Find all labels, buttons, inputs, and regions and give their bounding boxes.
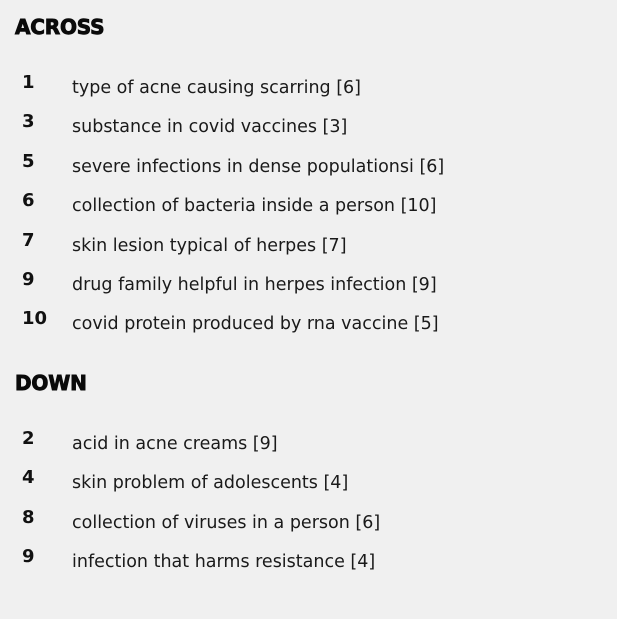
clue-item bbox=[0, 111, 617, 150]
clue-number: 4 bbox=[22, 467, 35, 489]
clue-number: 8 bbox=[22, 506, 35, 528]
clue-number: 5 bbox=[22, 150, 35, 172]
across-heading: ACROSS bbox=[15, 15, 105, 39]
clue-text: infection that harms resistance [4] bbox=[72, 552, 376, 573]
clue-item bbox=[0, 428, 617, 467]
clue-number: 3 bbox=[22, 111, 35, 133]
clue-number: 10 bbox=[22, 308, 48, 330]
clue-number: 9 bbox=[22, 268, 35, 290]
down-clue-list bbox=[0, 428, 617, 586]
clue-number: 6 bbox=[22, 190, 35, 212]
clue-item bbox=[0, 190, 617, 229]
clue-item bbox=[0, 72, 617, 111]
clue-text: drug family helpful in herpes infection [9] bbox=[72, 274, 437, 295]
clue-item bbox=[0, 546, 617, 585]
clue-text: skin lesion typical of herpes [7] bbox=[72, 235, 347, 256]
down-heading: DOWN bbox=[15, 371, 87, 395]
clue-item bbox=[0, 230, 617, 269]
clue-text: acid in acne creams [9] bbox=[72, 434, 278, 454]
clue-number: 9 bbox=[22, 546, 35, 568]
clue-number: 1 bbox=[22, 72, 35, 93]
clue-text: collection of viruses in a person [6] bbox=[72, 512, 381, 533]
clue-text: substance in covid vaccines [3] bbox=[72, 117, 348, 138]
clue-item bbox=[0, 269, 617, 308]
clue-item bbox=[0, 151, 617, 190]
clue-item bbox=[0, 467, 617, 506]
clue-text: skin problem of adolescents [4] bbox=[72, 473, 349, 494]
clue-number: 7 bbox=[22, 229, 35, 251]
clue-number: 2 bbox=[22, 428, 35, 449]
clue-item bbox=[0, 308, 617, 347]
clue-text: severe infections in dense populationsi [6] bbox=[72, 156, 445, 177]
clue-text: covid protein produced by rna vaccine [5] bbox=[72, 314, 439, 335]
clue-item bbox=[0, 507, 617, 546]
clue-text: collection of bacteria inside a person [10] bbox=[72, 196, 437, 217]
across-clue-list bbox=[0, 72, 617, 348]
clue-text: type of acne causing scarring [6] bbox=[72, 78, 361, 98]
